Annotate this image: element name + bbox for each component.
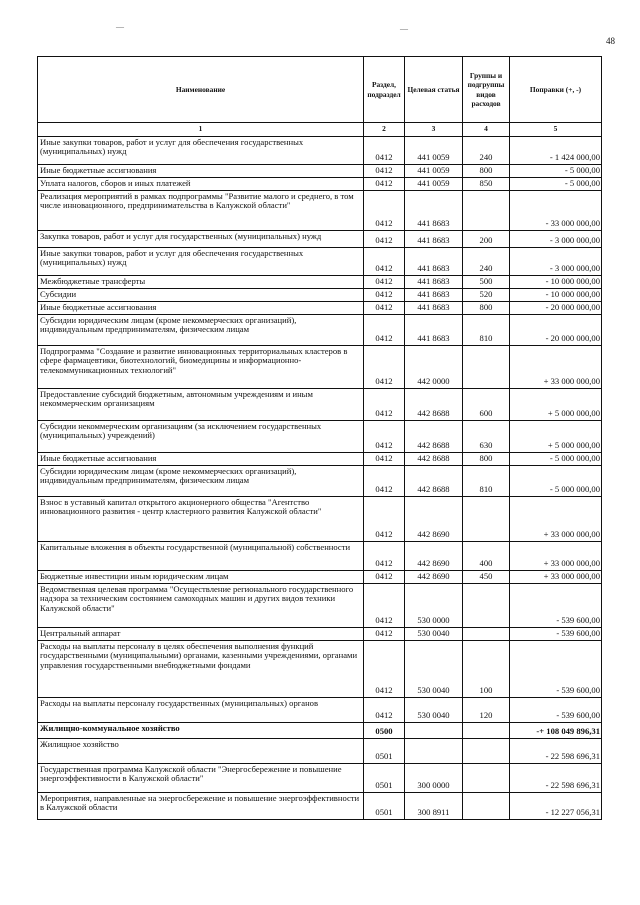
row-expense-group: 600 [463,388,510,420]
scan-mark: — [116,22,124,31]
row-amendment: + 33 000 000,00 [510,541,602,570]
table-row [38,301,602,314]
table-row [38,275,602,288]
row-target-article: 441 8683 [405,301,463,314]
column-number: 1 [38,123,364,137]
row-name: Центральный аппарат [38,627,364,640]
table-row [38,738,602,763]
row-target-article [405,738,463,763]
row-section: 0412 [364,697,405,722]
row-expense-group: 500 [463,275,510,288]
column-number: 3 [405,123,463,137]
row-amendment: - 5 000 000,00 [510,452,602,465]
table-row [38,722,602,738]
row-section: 0412 [364,288,405,301]
row-expense-group [463,496,510,541]
row-amendment: + 5 000 000,00 [510,420,602,452]
row-amendment: + 5 000 000,00 [510,388,602,420]
row-section: 0412 [364,570,405,583]
row-target-article: 442 8690 [405,496,463,541]
row-amendment: - 10 000 000,00 [510,275,602,288]
table-row [38,541,602,570]
row-expense-group: 800 [463,301,510,314]
row-name: Ведомственная целевая программа "Осуществление регионального государственного надзора за техническим состоянием самоходных машин и других видов техники Калужской области" [38,583,364,627]
row-expense-group [463,627,510,640]
table-row [38,496,602,541]
row-target-article: 441 8683 [405,247,463,275]
row-name: Жилищно-коммунальное хозяйство [38,722,364,738]
row-expense-group: 630 [463,420,510,452]
row-amendment: + 33 000 000,00 [510,345,602,388]
header-amendment: Поправки (+, -) [510,57,602,123]
row-section: 0501 [364,763,405,792]
row-expense-group: 810 [463,465,510,496]
table-row [38,247,602,275]
row-name: Расходы на выплаты персоналу государственных (муниципальных) органов [38,697,364,722]
row-section: 0412 [364,164,405,177]
row-amendment: - 539 600,00 [510,697,602,722]
table-row [38,697,602,722]
table-row [38,452,602,465]
row-expense-group: 520 [463,288,510,301]
row-amendment: - 539 600,00 [510,583,602,627]
table-row [38,288,602,301]
row-name: Государственная программа Калужской области "Энергосбережение и повышение энергоэффективности в Калужской области" [38,763,364,792]
row-section: 0412 [364,465,405,496]
row-section: 0412 [364,314,405,345]
row-amendment: - 20 000 000,00 [510,301,602,314]
row-target-article: 300 0000 [405,763,463,792]
row-expense-group [463,345,510,388]
row-target-article: 442 8690 [405,541,463,570]
row-name: Межбюджетные трансферты [38,275,364,288]
row-section: 0412 [364,583,405,627]
row-amendment: - 22 598 696,31 [510,738,602,763]
row-amendment: + 33 000 000,00 [510,570,602,583]
row-expense-group [463,190,510,230]
row-target-article: 441 8683 [405,190,463,230]
row-section: 0412 [364,640,405,697]
row-amendment: - 12 227 056,31 [510,792,602,819]
row-name: Субсидии юридическим лицам (кроме некоммерческих организаций), индивидуальным предпринимателям, физическим лицам [38,465,364,496]
row-section: 0500 [364,722,405,738]
table-row [38,627,602,640]
row-amendment: - 3 000 000,00 [510,247,602,275]
row-target-article: 530 0040 [405,697,463,722]
row-section: 0412 [364,136,405,164]
row-expense-group [463,792,510,819]
table-row [38,420,602,452]
row-name: Иные бюджетные ассигнования [38,452,364,465]
row-name: Реализация мероприятий в рамках подпрограммы "Развитие малого и среднего, в том числе инновационного, предпринимательства в Калужской области" [38,190,364,230]
table-row [38,177,602,190]
column-number: 4 [463,123,510,137]
table-row [38,570,602,583]
row-section: 0412 [364,388,405,420]
row-name: Капитальные вложения в объекты государственной (муниципальной) собственности [38,541,364,570]
row-name: Иные закупки товаров, работ и услуг для обеспечения государственных (муниципальных) нужд [38,247,364,275]
row-target-article: 441 8683 [405,314,463,345]
header-name: Наименование [38,57,364,123]
table-row [38,583,602,627]
row-expense-group: 200 [463,230,510,247]
row-name: Закупка товаров, работ и услуг для государственных (муниципальных) нужд [38,230,364,247]
row-target-article: 442 8688 [405,420,463,452]
row-expense-group: 810 [463,314,510,345]
table-row [38,465,602,496]
row-section: 0412 [364,496,405,541]
row-amendment: -+ 108 049 896,31 [510,722,602,738]
row-expense-group: 240 [463,136,510,164]
row-name: Иные бюджетные ассигнования [38,164,364,177]
row-target-article: 530 0000 [405,583,463,627]
row-name: Иные бюджетные ассигнования [38,301,364,314]
page-number: 48 [606,36,615,46]
row-expense-group: 100 [463,640,510,697]
row-target-article: 441 8683 [405,230,463,247]
budget-amendments-table [37,56,602,820]
header-expense-group: Группы и подгруппы видов расходов [463,57,510,123]
table-row [38,230,602,247]
row-section: 0412 [364,627,405,640]
row-name: Бюджетные инвестиции иным юридическим лицам [38,570,364,583]
column-number: 2 [364,123,405,137]
row-section: 0412 [364,247,405,275]
row-target-article: 442 8688 [405,465,463,496]
row-name: Подпрограмма "Создание и развитие инновационных территориальных кластеров в сфере фармацевтики, биотехнологий, биомедицины и информационно-телекоммуникационных технологий" [38,345,364,388]
row-expense-group [463,722,510,738]
row-amendment: - 539 600,00 [510,627,602,640]
table-row [38,792,602,819]
row-expense-group: 800 [463,452,510,465]
row-amendment: - 10 000 000,00 [510,288,602,301]
row-expense-group [463,583,510,627]
table-row [38,640,602,697]
table-header-row [38,57,602,123]
table-row [38,388,602,420]
row-name: Субсидии некоммерческим организациям (за исключением государственных (муниципальных) учреждений) [38,420,364,452]
row-name: Субсидии [38,288,364,301]
header-section: Раздел, подраздел [364,57,405,123]
row-section: 0412 [364,177,405,190]
row-amendment: - 20 000 000,00 [510,314,602,345]
row-amendment: - 5 000,00 [510,177,602,190]
row-expense-group [463,738,510,763]
column-number-row [38,123,602,137]
row-amendment: - 5 000 000,00 [510,465,602,496]
row-name: Взнос в уставный капитал открытого акционерного общества "Агентство инновационного развития - центр кластерного развития Калужской области" [38,496,364,541]
header-target-article: Целевая статья [405,57,463,123]
row-name: Иные закупки товаров, работ и услуг для обеспечения государственных (муниципальных) нужд [38,136,364,164]
row-expense-group: 240 [463,247,510,275]
row-target-article: 442 8690 [405,570,463,583]
row-target-article: 530 0040 [405,627,463,640]
row-section: 0501 [364,738,405,763]
row-expense-group: 400 [463,541,510,570]
row-target-article: 300 8911 [405,792,463,819]
table-row [38,164,602,177]
row-name: Расходы на выплаты персоналу в целях обеспечения выполнения функций государственными (муниципальными) органами, казенными учреждениями, органами управления государственными внебюджетными фондами [38,640,364,697]
row-amendment: - 5 000,00 [510,164,602,177]
row-amendment: - 3 000 000,00 [510,230,602,247]
table-row [38,314,602,345]
row-target-article: 441 8683 [405,275,463,288]
row-expense-group: 120 [463,697,510,722]
row-section: 0412 [364,541,405,570]
row-amendment: + 33 000 000,00 [510,496,602,541]
row-amendment: - 1 424 000,00 [510,136,602,164]
row-target-article: 441 0059 [405,164,463,177]
row-section: 0412 [364,452,405,465]
row-expense-group: 450 [463,570,510,583]
row-expense-group: 800 [463,164,510,177]
row-section: 0412 [364,345,405,388]
row-section: 0412 [364,190,405,230]
row-amendment: - 539 600,00 [510,640,602,697]
row-target-article: 441 0059 [405,136,463,164]
table-row [38,345,602,388]
row-section: 0412 [364,301,405,314]
row-name: Субсидии юридическим лицам (кроме некоммерческих организаций), индивидуальным предпринимателям, физическим лицам [38,314,364,345]
row-expense-group [463,763,510,792]
row-target-article [405,722,463,738]
row-target-article: 530 0040 [405,640,463,697]
row-name: Уплата налогов, сборов и иных платежей [38,177,364,190]
row-section: 0412 [364,230,405,247]
row-amendment: - 33 000 000,00 [510,190,602,230]
table-row [38,136,602,164]
row-target-article: 442 0000 [405,345,463,388]
row-section: 0501 [364,792,405,819]
row-name: Мероприятия, направленные на энергосбережение и повышение энергоэффективности в Калужской области [38,792,364,819]
row-section: 0412 [364,275,405,288]
table-row [38,763,602,792]
row-name: Жилищное хозяйство [38,738,364,763]
row-name: Предоставление субсидий бюджетным, автономным учреждениям и иным некоммерческим организациям [38,388,364,420]
row-expense-group: 850 [463,177,510,190]
row-section: 0412 [364,420,405,452]
row-amendment: - 22 598 696,31 [510,763,602,792]
row-target-article: 441 0059 [405,177,463,190]
row-target-article: 442 8688 [405,388,463,420]
row-target-article: 441 8683 [405,288,463,301]
scan-mark: — [400,24,408,33]
column-number: 5 [510,123,602,137]
row-target-article: 442 8688 [405,452,463,465]
table-row [38,190,602,230]
